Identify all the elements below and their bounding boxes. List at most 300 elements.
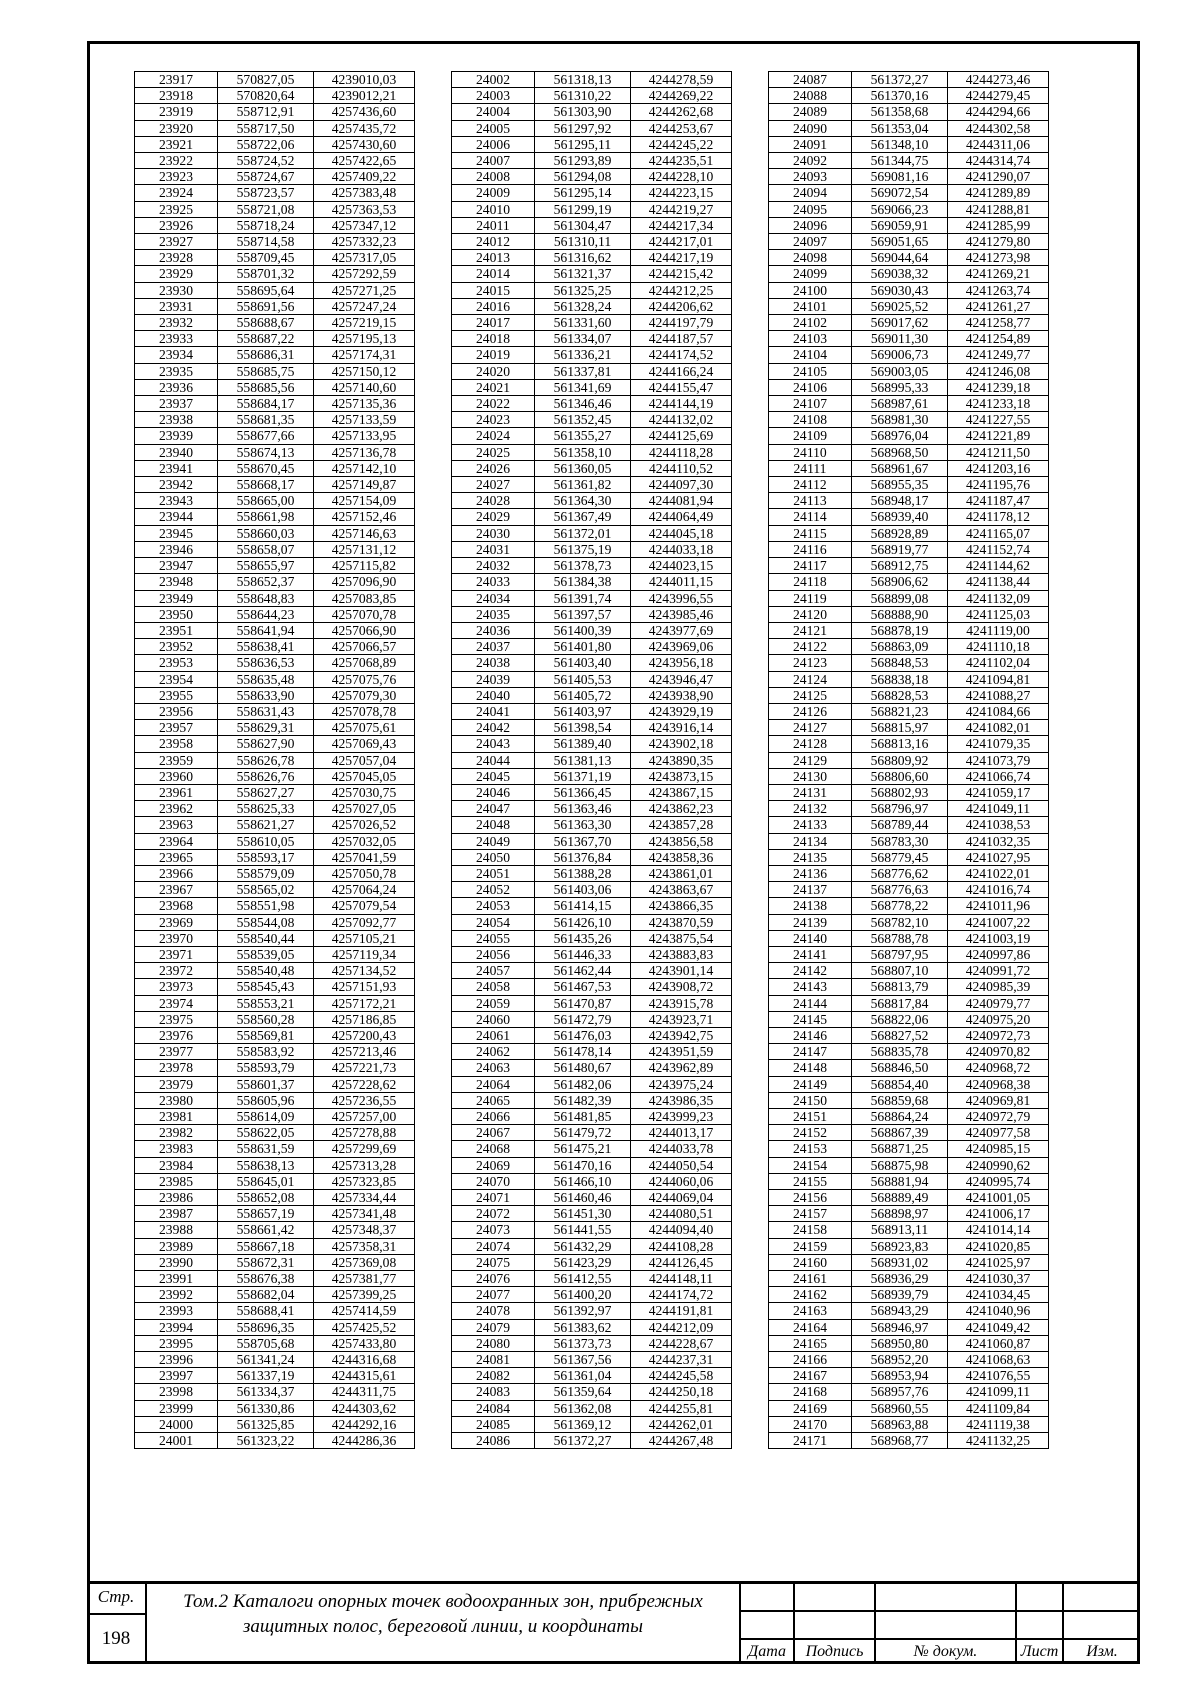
point-number-cell: 24154: [769, 1157, 852, 1173]
y-coordinate-cell: 4257363,53: [314, 201, 415, 217]
x-coordinate-cell: 568838,18: [852, 671, 948, 687]
x-coordinate-cell: 558553,21: [218, 995, 314, 1011]
x-coordinate-cell: 558661,42: [218, 1222, 314, 1238]
x-coordinate-cell: 568846,50: [852, 1060, 948, 1076]
y-coordinate-cell: 4257369,08: [314, 1254, 415, 1270]
sheet-label: Лист: [1020, 1643, 1059, 1660]
y-coordinate-cell: 4241233,18: [948, 396, 1049, 412]
table-row: [135, 865, 415, 881]
point-number-cell: 24157: [769, 1206, 852, 1222]
table-row: [769, 525, 1049, 541]
point-number-cell: 23926: [135, 217, 218, 233]
point-number-cell: 23994: [135, 1319, 218, 1335]
point-number-cell: 24018: [452, 331, 535, 347]
x-coordinate-cell: 561337,19: [218, 1368, 314, 1384]
table-row: [769, 849, 1049, 865]
x-coordinate-cell: 569081,16: [852, 169, 948, 185]
point-number-cell: 24088: [769, 88, 852, 104]
table-row: [135, 671, 415, 687]
y-coordinate-cell: 4243999,23: [631, 1109, 732, 1125]
x-coordinate-cell: 561318,13: [535, 72, 631, 88]
point-number-cell: 23981: [135, 1109, 218, 1125]
point-number-cell: 24067: [452, 1125, 535, 1141]
table-row: [135, 347, 415, 363]
y-coordinate-cell: 4257154,09: [314, 493, 415, 509]
x-coordinate-cell: 561358,68: [852, 104, 948, 120]
point-number-cell: 23932: [135, 315, 218, 331]
y-coordinate-cell: 4244045,18: [631, 525, 732, 541]
x-coordinate-cell: 561405,72: [535, 687, 631, 703]
point-number-cell: 24066: [452, 1109, 535, 1125]
point-number-cell: 24123: [769, 655, 852, 671]
y-coordinate-cell: 4257057,04: [314, 752, 415, 768]
table-row: [135, 1287, 415, 1303]
y-coordinate-cell: 4244212,09: [631, 1319, 732, 1335]
x-coordinate-cell: 558638,41: [218, 639, 314, 655]
x-coordinate-cell: 568968,50: [852, 444, 948, 460]
y-coordinate-cell: 4243923,71: [631, 1011, 732, 1027]
table-row: [769, 347, 1049, 363]
point-number-cell: 24075: [452, 1254, 535, 1270]
point-number-cell: 24027: [452, 477, 535, 493]
x-coordinate-cell: 561482,06: [535, 1076, 631, 1092]
table-row: [452, 1222, 732, 1238]
table-row: [135, 1400, 415, 1416]
table-row: [769, 104, 1049, 120]
x-coordinate-cell: 568928,89: [852, 525, 948, 541]
table-row: [135, 558, 415, 574]
table-row: [769, 1011, 1049, 1027]
y-coordinate-cell: 4241263,74: [948, 282, 1049, 298]
x-coordinate-cell: 568822,06: [852, 1011, 948, 1027]
table-row: [769, 1319, 1049, 1335]
x-coordinate-cell: 558655,97: [218, 558, 314, 574]
y-coordinate-cell: 4241068,63: [948, 1352, 1049, 1368]
x-coordinate-cell: 568943,29: [852, 1303, 948, 1319]
y-coordinate-cell: 4257069,43: [314, 736, 415, 752]
x-coordinate-cell: 558714,58: [218, 234, 314, 250]
table-row: [769, 1368, 1049, 1384]
x-coordinate-cell: 561426,10: [535, 914, 631, 930]
x-coordinate-cell: 569044,64: [852, 250, 948, 266]
table-row: [452, 1433, 732, 1449]
x-coordinate-cell: 568981,30: [852, 412, 948, 428]
y-coordinate-cell: 4257292,59: [314, 266, 415, 282]
y-coordinate-cell: 4244219,27: [631, 201, 732, 217]
table-row: [769, 1303, 1049, 1319]
table-row: [135, 1238, 415, 1254]
coordinates-table-column-1: [134, 71, 415, 1449]
point-number-cell: 24000: [135, 1416, 218, 1432]
y-coordinate-cell: 4244217,34: [631, 217, 732, 233]
table-row: [452, 639, 732, 655]
x-coordinate-cell: 568963,88: [852, 1416, 948, 1432]
y-coordinate-cell: 4241034,45: [948, 1287, 1049, 1303]
table-row: [769, 428, 1049, 444]
table-row: [135, 606, 415, 622]
y-coordinate-cell: 4241016,74: [948, 882, 1049, 898]
table-row: [135, 622, 415, 638]
point-number-cell: 24044: [452, 752, 535, 768]
table-row: [452, 1157, 732, 1173]
table-row: [135, 493, 415, 509]
y-coordinate-cell: 4244235,51: [631, 153, 732, 169]
x-coordinate-cell: 558652,37: [218, 574, 314, 590]
table-row: [452, 1206, 732, 1222]
table-row: [452, 930, 732, 946]
y-coordinate-cell: 4243969,06: [631, 639, 732, 655]
y-coordinate-cell: 4241249,77: [948, 347, 1049, 363]
x-coordinate-cell: 568931,02: [852, 1254, 948, 1270]
table-row: [452, 412, 732, 428]
point-number-cell: 24122: [769, 639, 852, 655]
table-row: [135, 882, 415, 898]
table-row: [452, 493, 732, 509]
x-coordinate-cell: 568881,94: [852, 1173, 948, 1189]
y-coordinate-cell: 4243942,75: [631, 1027, 732, 1043]
y-coordinate-cell: 4244292,16: [314, 1416, 415, 1432]
y-coordinate-cell: 4241279,80: [948, 234, 1049, 250]
point-number-cell: 23936: [135, 379, 218, 395]
y-coordinate-cell: 4243916,14: [631, 720, 732, 736]
x-coordinate-cell: 568779,45: [852, 849, 948, 865]
x-coordinate-cell: 569072,54: [852, 185, 948, 201]
point-number-cell: 23920: [135, 120, 218, 136]
table-row: [769, 153, 1049, 169]
table-row: [135, 898, 415, 914]
y-coordinate-cell: 4257045,05: [314, 768, 415, 784]
table-row: [452, 315, 732, 331]
point-number-cell: 23919: [135, 104, 218, 120]
table-row: [769, 541, 1049, 557]
x-coordinate-cell: 561392,97: [535, 1303, 631, 1319]
point-number-cell: 24041: [452, 703, 535, 719]
x-coordinate-cell: 561470,87: [535, 995, 631, 1011]
y-coordinate-cell: 4257070,78: [314, 606, 415, 622]
x-coordinate-cell: 568987,61: [852, 396, 948, 412]
y-coordinate-cell: 4257278,88: [314, 1125, 415, 1141]
table-row: [769, 396, 1049, 412]
x-coordinate-cell: 568955,35: [852, 477, 948, 493]
x-coordinate-cell: 561330,86: [218, 1400, 314, 1416]
point-number-cell: 24141: [769, 946, 852, 962]
table-row: [135, 72, 415, 88]
x-coordinate-cell: 569051,65: [852, 234, 948, 250]
y-coordinate-cell: 4257347,12: [314, 217, 415, 233]
y-coordinate-cell: 4243938,90: [631, 687, 732, 703]
y-coordinate-cell: 4243956,18: [631, 655, 732, 671]
x-coordinate-cell: 568871,25: [852, 1141, 948, 1157]
y-coordinate-cell: 4244314,74: [948, 153, 1049, 169]
point-number-cell: 24045: [452, 768, 535, 784]
y-coordinate-cell: 4244267,48: [631, 1433, 732, 1449]
point-number-cell: 23922: [135, 153, 218, 169]
point-number-cell: 23976: [135, 1027, 218, 1043]
point-number-cell: 23950: [135, 606, 218, 622]
x-coordinate-cell: 561391,74: [535, 590, 631, 606]
x-coordinate-cell: 558717,50: [218, 120, 314, 136]
y-coordinate-cell: 4244212,25: [631, 282, 732, 298]
x-coordinate-cell: 558551,98: [218, 898, 314, 914]
point-number-cell: 24001: [135, 1433, 218, 1449]
x-coordinate-cell: 558627,27: [218, 784, 314, 800]
x-coordinate-cell: 569066,23: [852, 201, 948, 217]
y-coordinate-cell: 4257032,05: [314, 833, 415, 849]
y-coordinate-cell: 4257186,85: [314, 1011, 415, 1027]
table-row: [135, 946, 415, 962]
x-coordinate-cell: 561412,55: [535, 1271, 631, 1287]
x-coordinate-cell: 561334,07: [535, 331, 631, 347]
point-number-cell: 24164: [769, 1319, 852, 1335]
x-coordinate-cell: 569025,52: [852, 298, 948, 314]
y-coordinate-cell: 4244228,67: [631, 1335, 732, 1351]
table-row: [135, 1027, 415, 1043]
table-row: [135, 1416, 415, 1432]
y-coordinate-cell: 4241273,98: [948, 250, 1049, 266]
point-number-cell: 24138: [769, 898, 852, 914]
table-row: [769, 1287, 1049, 1303]
table-row: [135, 250, 415, 266]
y-coordinate-cell: 4240968,72: [948, 1060, 1049, 1076]
table-row: [135, 282, 415, 298]
point-number-cell: 24057: [452, 963, 535, 979]
point-number-cell: 24100: [769, 282, 852, 298]
x-coordinate-cell: 558641,94: [218, 622, 314, 638]
x-coordinate-cell: 558687,22: [218, 331, 314, 347]
table-row: [135, 1271, 415, 1287]
table-row: [135, 574, 415, 590]
x-coordinate-cell: 558724,67: [218, 169, 314, 185]
y-coordinate-cell: 4243962,89: [631, 1060, 732, 1076]
x-coordinate-cell: 568867,39: [852, 1125, 948, 1141]
y-coordinate-cell: 4241132,25: [948, 1433, 1049, 1449]
point-number-cell: 24121: [769, 622, 852, 638]
y-coordinate-cell: 4243929,19: [631, 703, 732, 719]
x-coordinate-cell: 561328,24: [535, 298, 631, 314]
y-coordinate-cell: 4241269,21: [948, 266, 1049, 282]
table-row: [769, 1044, 1049, 1060]
point-number-cell: 24025: [452, 444, 535, 460]
table-row: [452, 1238, 732, 1254]
table-row: [769, 1190, 1049, 1206]
y-coordinate-cell: 4241076,55: [948, 1368, 1049, 1384]
point-number-cell: 24047: [452, 801, 535, 817]
point-number-cell: 24097: [769, 234, 852, 250]
y-coordinate-cell: 4241144,62: [948, 558, 1049, 574]
y-coordinate-cell: 4241289,89: [948, 185, 1049, 201]
table-row: [135, 1190, 415, 1206]
y-coordinate-cell: 4240972,73: [948, 1027, 1049, 1043]
y-coordinate-cell: 4257409,22: [314, 169, 415, 185]
table-row: [769, 120, 1049, 136]
table-row: [135, 1011, 415, 1027]
x-coordinate-cell: 558648,83: [218, 590, 314, 606]
x-coordinate-cell: 561372,27: [852, 72, 948, 88]
y-coordinate-cell: 4241290,07: [948, 169, 1049, 185]
point-number-cell: 23938: [135, 412, 218, 428]
table-row: [135, 1092, 415, 1108]
table-row: [769, 1222, 1049, 1238]
y-coordinate-cell: 4241152,74: [948, 541, 1049, 557]
point-number-cell: 24010: [452, 201, 535, 217]
table-row: [769, 1109, 1049, 1125]
x-coordinate-cell: 569011,30: [852, 331, 948, 347]
table-row: [135, 477, 415, 493]
x-coordinate-cell: 561400,39: [535, 622, 631, 638]
x-coordinate-cell: 558626,78: [218, 752, 314, 768]
y-coordinate-cell: 4257381,77: [314, 1271, 415, 1287]
table-row: [135, 1141, 415, 1157]
point-number-cell: 24011: [452, 217, 535, 233]
x-coordinate-cell: 561478,14: [535, 1044, 631, 1060]
point-number-cell: 23941: [135, 460, 218, 476]
table-row: [452, 298, 732, 314]
point-number-cell: 24163: [769, 1303, 852, 1319]
table-row: [135, 1433, 415, 1449]
point-number-cell: 24094: [769, 185, 852, 201]
x-coordinate-cell: 561323,22: [218, 1433, 314, 1449]
y-coordinate-cell: 4240972,79: [948, 1109, 1049, 1125]
table-row: [452, 1141, 732, 1157]
y-coordinate-cell: 4244013,17: [631, 1125, 732, 1141]
table-row: [769, 1076, 1049, 1092]
point-number-cell: 24109: [769, 428, 852, 444]
table-row: [452, 525, 732, 541]
point-number-cell: 23948: [135, 574, 218, 590]
point-number-cell: 23962: [135, 801, 218, 817]
table-row: [452, 1060, 732, 1076]
table-row: [135, 234, 415, 250]
point-number-cell: 24104: [769, 347, 852, 363]
table-row: [452, 444, 732, 460]
x-coordinate-cell: 568778,22: [852, 898, 948, 914]
table-row: [769, 477, 1049, 493]
x-coordinate-cell: 561378,73: [535, 558, 631, 574]
table-row: [135, 88, 415, 104]
table-row: [452, 946, 732, 962]
y-coordinate-cell: 4240969,81: [948, 1092, 1049, 1108]
x-coordinate-cell: 558667,18: [218, 1238, 314, 1254]
point-number-cell: 23987: [135, 1206, 218, 1222]
point-number-cell: 23947: [135, 558, 218, 574]
point-number-cell: 24116: [769, 541, 852, 557]
y-coordinate-cell: 4244033,18: [631, 541, 732, 557]
table-row: [452, 428, 732, 444]
table-row: [769, 217, 1049, 233]
y-coordinate-cell: 4241049,42: [948, 1319, 1049, 1335]
y-coordinate-cell: 4241258,77: [948, 315, 1049, 331]
y-coordinate-cell: 4243866,35: [631, 898, 732, 914]
x-coordinate-cell: 558644,23: [218, 606, 314, 622]
point-number-cell: 24114: [769, 509, 852, 525]
x-coordinate-cell: 561299,19: [535, 201, 631, 217]
x-coordinate-cell: 561432,29: [535, 1238, 631, 1254]
x-coordinate-cell: 561358,10: [535, 444, 631, 460]
table-row: [452, 266, 732, 282]
point-number-cell: 23973: [135, 979, 218, 995]
point-number-cell: 23979: [135, 1076, 218, 1092]
point-number-cell: 23953: [135, 655, 218, 671]
y-coordinate-cell: 4257135,36: [314, 396, 415, 412]
y-coordinate-cell: 4257358,31: [314, 1238, 415, 1254]
y-coordinate-cell: 4243883,83: [631, 946, 732, 962]
x-coordinate-cell: 568953,94: [852, 1368, 948, 1384]
y-coordinate-cell: 4257436,60: [314, 104, 415, 120]
x-coordinate-cell: 568813,16: [852, 736, 948, 752]
point-number-cell: 23993: [135, 1303, 218, 1319]
point-number-cell: 24007: [452, 153, 535, 169]
y-coordinate-cell: 4243890,35: [631, 752, 732, 768]
point-number-cell: 24137: [769, 882, 852, 898]
table-row: [452, 784, 732, 800]
y-coordinate-cell: 4257079,30: [314, 687, 415, 703]
point-number-cell: 24129: [769, 752, 852, 768]
point-number-cell: 24169: [769, 1400, 852, 1416]
date-label: Дата: [748, 1643, 786, 1660]
table-row: [769, 784, 1049, 800]
document-number-label: № докум.: [913, 1643, 978, 1660]
point-number-cell: 24006: [452, 136, 535, 152]
table-row: [452, 1352, 732, 1368]
table-row: [135, 315, 415, 331]
point-number-cell: 24068: [452, 1141, 535, 1157]
x-coordinate-cell: 568797,95: [852, 946, 948, 962]
point-number-cell: 24143: [769, 979, 852, 995]
table-row: [452, 703, 732, 719]
x-coordinate-cell: 561405,53: [535, 671, 631, 687]
point-number-cell: 24048: [452, 817, 535, 833]
x-coordinate-cell: 558681,35: [218, 412, 314, 428]
table-row: [135, 736, 415, 752]
y-coordinate-cell: 4244080,51: [631, 1206, 732, 1222]
x-coordinate-cell: 561470,16: [535, 1157, 631, 1173]
table-row: [452, 622, 732, 638]
table-row: [769, 1238, 1049, 1254]
y-coordinate-cell: 4257172,21: [314, 995, 415, 1011]
revision-label: Изм.: [1086, 1643, 1118, 1660]
point-number-cell: 23969: [135, 914, 218, 930]
point-number-cell: 23917: [135, 72, 218, 88]
table-row: [452, 995, 732, 1011]
x-coordinate-cell: 561359,64: [535, 1384, 631, 1400]
point-number-cell: 23991: [135, 1271, 218, 1287]
y-coordinate-cell: 4241099,11: [948, 1384, 1049, 1400]
x-coordinate-cell: 568875,98: [852, 1157, 948, 1173]
x-coordinate-cell: 558684,17: [218, 396, 314, 412]
table-row: [452, 396, 732, 412]
x-coordinate-cell: 558709,45: [218, 250, 314, 266]
table-row: [452, 1319, 732, 1335]
table-row: [769, 444, 1049, 460]
table-row: [135, 104, 415, 120]
point-number-cell: 24056: [452, 946, 535, 962]
y-coordinate-cell: 4241060,87: [948, 1335, 1049, 1351]
y-coordinate-cell: 4257083,85: [314, 590, 415, 606]
point-number-cell: 23929: [135, 266, 218, 282]
y-coordinate-cell: 4257133,95: [314, 428, 415, 444]
y-coordinate-cell: 4241030,37: [948, 1271, 1049, 1287]
table-row: [452, 185, 732, 201]
table-row: [452, 882, 732, 898]
y-coordinate-cell: 4241079,35: [948, 736, 1049, 752]
point-number-cell: 24152: [769, 1125, 852, 1141]
point-number-cell: 24132: [769, 801, 852, 817]
point-number-cell: 24115: [769, 525, 852, 541]
y-coordinate-cell: 4240985,39: [948, 979, 1049, 995]
x-coordinate-cell: 558696,35: [218, 1319, 314, 1335]
point-number-cell: 24124: [769, 671, 852, 687]
table-row: [769, 574, 1049, 590]
